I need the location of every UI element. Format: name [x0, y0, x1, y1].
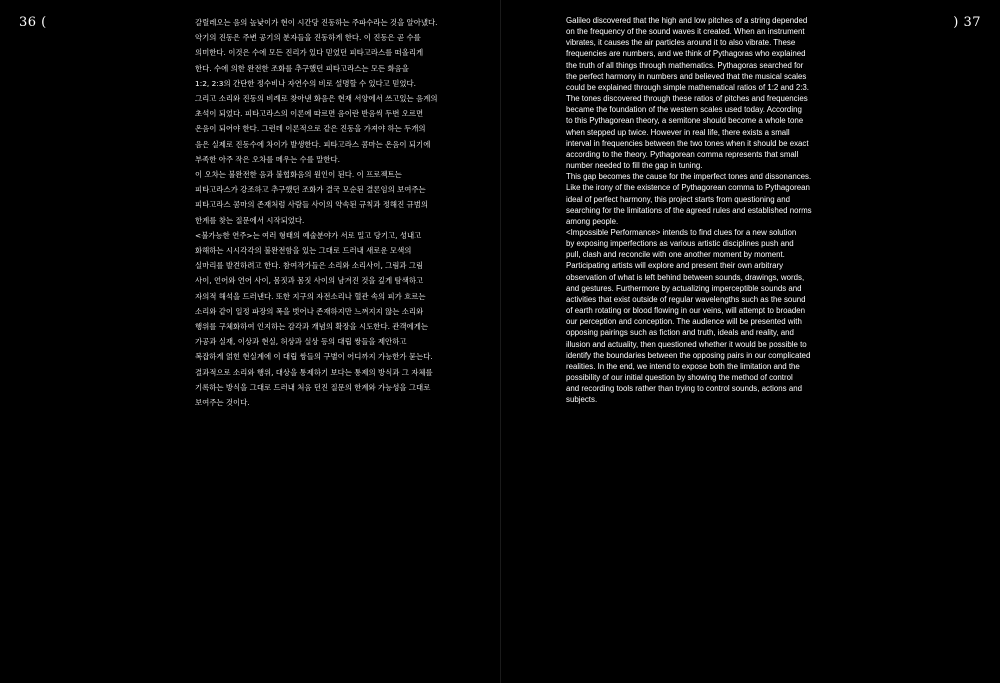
text-line: by exposing imperfections as various artistic disciplines push and	[566, 239, 794, 249]
text-line: 초석이 되었다. 피타고라스의 이론에 따르면 음이란 반음씩 두번 오르면	[195, 109, 424, 119]
text-line: the perfect harmony in numbers and believed that the musical scales	[566, 71, 807, 81]
text-line: opposing pairings such as fiction and truth, ideals and reality, and	[566, 328, 794, 338]
text-line: 화해하는 시시각각의 불완전함을 있는 그대로 드러내 새로운 모색의	[195, 246, 412, 256]
left-page-number: 36 (	[19, 15, 47, 30]
text-line: 피타고라스 콤마의 존재처럼 사람들 사이의 약속된 규칙과 정해진 규범의	[195, 200, 428, 210]
text-line: and recording tools rather than trying to control sounds, actions and	[566, 384, 802, 394]
text-line: 가공과 실재, 이상과 현실, 허상과 실상 등의 대립 쌍들을 제안하고	[195, 337, 407, 347]
text-line: 자의적 해석을 드러낸다. 또한 지구의 자전소리나 혈관 속의 피가 흐르는	[195, 291, 426, 301]
text-line: 갈릴레오는 음의 높낮이가 현이 시간당 진동하는 주파수라는 것을 알아냈다.	[195, 18, 438, 27]
text-line: 행위를 구체화하여 인지하는 감각과 개념의 확장을 시도한다. 관객에게는	[195, 322, 428, 332]
text-line: became the foundation of the western scales used today. According	[566, 105, 802, 115]
text-line: Like the irony of the existence of Pythagorean comma to Pythagorean	[566, 183, 810, 193]
text-line: 온음이 되어야 한다. 그런데 이론적으로 같은 진동을 가져야 하는 두개의	[195, 124, 426, 134]
text-line: 의미한다. 이것은 수에 모든 진리가 있다 믿었던 피타고라스를 떠올리게	[195, 48, 424, 58]
text-line: searching for the limitations of the agreed rules and established norms	[566, 205, 812, 215]
text-line: <Impossible Performance> intends to find clues for a new solution	[566, 227, 797, 237]
text-line: 악기의 진동은 주변 공기의 분자들을 진동하게 한다. 이 진동은 곧 수를	[195, 33, 421, 43]
text-line: number needed to fill the gap in tuning.	[566, 161, 703, 171]
text-line: possibility of our initial question by showing the method of control	[566, 373, 793, 382]
text-line: activities that exist outside of regular wavelengths such as the sound	[566, 294, 806, 304]
text-line: 실마리를 발견하려고 한다. 참여작가들은 소리와 소리사이, 그림과 그림	[195, 261, 424, 271]
text-line: 사이, 언어와 언어 사이, 몸짓과 몸짓 사이의 남겨진 것을 깊게 탐색하고	[195, 276, 424, 286]
text-line: identify the boundaries between the opposing pairs in our complicated	[566, 350, 811, 360]
text-line: realities. In the end, we intend to expose both the limitation and the	[566, 361, 800, 371]
text-line: when stepped up twice. However in real life, there exists a small	[566, 127, 790, 137]
text-line: 이 오차는 불완전한 음과 불협화음의 원인이 된다. 이 프로젝트는	[195, 170, 402, 180]
text-line: 음은 실제로 진동수에 차이가 발생한다. 피타고라스 콤마는 온음이 되기에	[195, 139, 431, 149]
page-gutter	[500, 0, 501, 683]
text-line: according to the theory. Pythagorean comma represents that small	[566, 149, 799, 159]
text-line: Galileo discovered that the high and low pitches of a string depended	[566, 16, 808, 25]
text-line: of earth rotating or blood flowing in our veins, will attempt to broaden	[566, 306, 806, 316]
text-line: 기록하는 방식을 그대로 드러내 처음 던진 질문의 한계와 가능성을 그대로	[195, 382, 431, 392]
text-line: observation of what is left behind between sounds, drawings, words,	[566, 272, 805, 282]
right-page-number: ) 37	[953, 15, 981, 30]
text-line: interval in frequencies between the two tones when it should be exact	[566, 138, 809, 148]
text-line: <불가능한 연주>는 여러 형태의 예술분야가 서로 밀고 당기고, 성내고	[195, 230, 422, 240]
text-line: and gestures. Furthermore by actualizing imperceptible sounds and	[566, 283, 802, 293]
text-line: 1:2, 2:3의 간단한 정수비나 자연수의 비로 설명할 수 있다고 믿었다.	[195, 78, 416, 88]
text-line: 한다. 수에 의한 완전한 조화를 추구했던 피타고라스는 모든 화음을	[195, 63, 409, 73]
text-line: the truth of all things through mathematics. Pythagoras searched for	[566, 60, 804, 70]
text-line: could be explained through simple mathematical ratios of 1:2 and 2:3.	[566, 82, 810, 92]
text-line: vibrates, it causes the air particles around it to also vibrate. These	[566, 38, 796, 48]
text-line: 복잡하게 얽힌 현실계에 이 대립 쌍들의 구별이 어디까지 가능한가 묻는다.	[195, 352, 433, 362]
text-line: among people.	[566, 216, 619, 226]
text-line: pull, clash and reconcile with one another moment by moment.	[566, 250, 785, 260]
text-line: This gap becomes the cause for the imperfect tones and dissonances.	[566, 172, 812, 182]
text-line: subjects.	[566, 395, 598, 405]
text-line: illusion and actuality, then questioned whether it would be possible to	[566, 339, 807, 349]
text-line: 피타고라스가 강조하고 추구했던 조화가 결국 모순된 결론임의 보여주는	[195, 185, 426, 195]
text-line: 한계를 찾는 질문에서 시작되었다.	[195, 215, 305, 225]
text-line: 부족한 아주 작은 오차를 메우는 수를 말한다.	[195, 154, 340, 164]
english-text-column	[566, 15, 816, 405]
text-line: 그리고 소리와 진동의 비례로 찾아낸 화음은 현재 서양에서 쓰고있는 음계의	[195, 94, 438, 104]
text-line: ideal of perfect harmony, this project starts from questioning and	[566, 194, 790, 204]
text-line: 보여주는 것이다.	[195, 398, 250, 408]
text-line: 소리와 같이 일정 파장의 폭을 벗어나 존재하지만 느껴지지 않는 소리와	[195, 306, 424, 316]
text-line: frequencies are numbers, and we think of Pythagoras who explained	[566, 49, 806, 59]
korean-text-column	[195, 15, 440, 410]
text-line: to this Pythagorean theory, a semitone should become a whole tone	[566, 116, 804, 126]
text-line: The tones discovered through these ratios of pitches and frequencies	[566, 94, 808, 104]
text-line: Participating artists will explore and present their own arbitrary	[566, 261, 784, 271]
text-line: on the frequency of the sound waves it created. When an instrument	[566, 27, 805, 37]
text-line: our perception and conception. The audience will be presented with	[566, 317, 802, 327]
text-line: 결과적으로 소리와 행위, 대상을 통제하기 보다는 통제의 방식과 그 자체를	[195, 367, 433, 377]
